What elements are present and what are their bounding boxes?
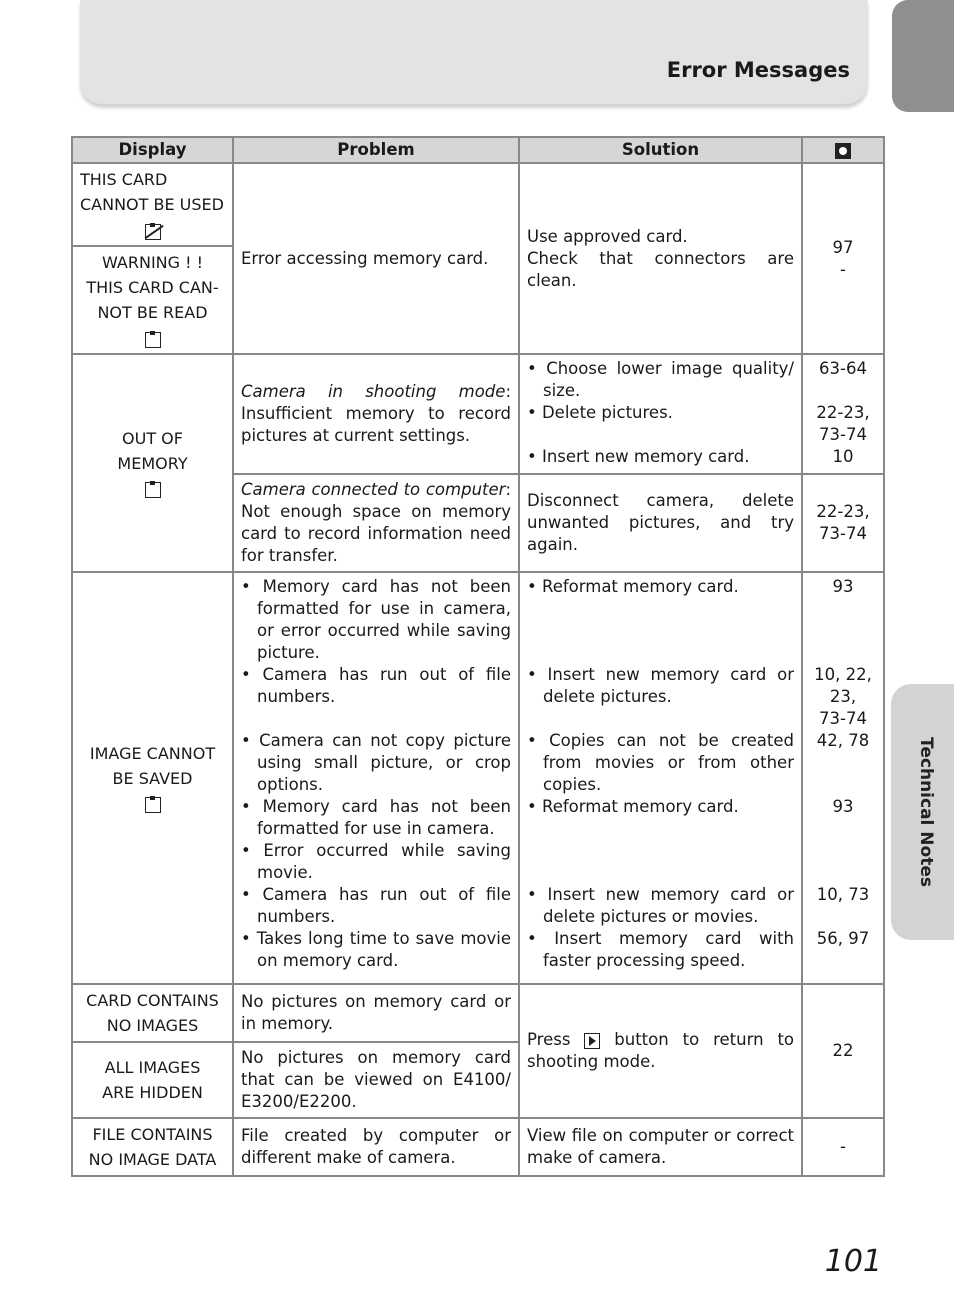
chapter-tab-technical-notes [891,684,954,940]
solution-cell [519,984,802,1118]
page-ref: 22-23, [816,502,870,521]
solution-item: • Reformat memory card. [527,577,739,596]
table-row [72,163,884,246]
display-cell [72,1042,233,1118]
solution-cell [519,1118,802,1176]
solution-text: Press [527,1030,571,1049]
header-display: Display [72,137,233,163]
card-icon [145,797,161,813]
page-ref: 22 [832,1041,854,1060]
problem-lead: Camera in shooting mode [241,382,506,401]
problem-text: File created by computer or different make of camera. [241,1126,511,1167]
page-ref: - [840,1137,846,1156]
display-text: NO IMAGE DATA [88,1150,217,1169]
display-text: CANNOT BE USED [80,195,224,214]
page-ref: - [840,259,846,279]
problem-item: • Takes long time to save movie on memory card. [241,929,511,970]
table-row [72,1118,884,1176]
problem-cell [233,1042,519,1118]
page-ref-cell [802,572,884,984]
display-text: BE SAVED [112,768,193,788]
page-ref: 22-23, [816,403,870,422]
problem-cell [233,984,519,1042]
solution-text: Disconnect camera, delete unwanted pictures, and try again. [527,491,794,554]
display-text: THIS CARD [80,170,168,189]
page-ref: 73-74 [819,524,867,543]
page-ref: 63-64 [819,359,867,378]
table-row [72,572,884,984]
chapter-tab-label: Technical Notes [916,737,936,887]
solution-item: • Delete pictures. [527,403,673,422]
display-text: NOT BE READ [97,303,208,322]
solution-text: Use approved card. [527,226,688,246]
problem-item: • Camera has run out of file numbers. [241,885,511,926]
solution-item: • Insert new memory card or delete pictures. [527,665,794,706]
problem-cell [233,163,519,354]
problem-text: No pictures on memory card or in memory. [241,992,511,1033]
display-text: ARE HIDDEN [102,1083,203,1102]
header-band [80,0,868,104]
problem-cell [233,572,519,984]
problem-cell [233,1118,519,1176]
display-text: MEMORY [117,453,188,473]
solution-cell [519,163,802,354]
page-ref-cell [802,163,884,354]
display-cell [72,572,233,984]
card-slash-icon [145,224,161,240]
chapter-tab-top [892,0,954,112]
card-icon [145,332,161,348]
page-ref-cell [802,984,884,1118]
problem-cell [233,474,519,572]
table-row [72,354,884,474]
problem-text: Error accessing memory card. [241,248,489,268]
page-ref: 93 [832,797,854,816]
problem-lead: Camera connected to computer [241,480,506,499]
page-ref: 42, 78 [816,731,870,750]
display-cell [72,246,233,354]
problem-item: • Memory card has not been formatted for use in camera, or error occurred while saving picture. [241,577,511,662]
page-reference-icon [835,143,851,159]
page-ref: 73-74 [819,425,867,444]
solution-item: • Insert memory card with faster processing speed. [527,929,794,970]
solution-item: • Copies can not be created from movies or from other copies. [527,731,794,794]
page-ref-cell [802,474,884,572]
display-text: WARNING ! ! [101,253,204,272]
header-page-ref [802,137,884,163]
header-solution: Solution [519,137,802,163]
display-text: ALL IMAGES [104,1058,201,1077]
display-cell [72,984,233,1042]
solution-item: • Reformat memory card. [527,797,739,816]
solution-item: • Choose lower image quality/ size. [527,359,794,400]
problem-text: : Not enough space on memory card to record information need for transfer. [241,480,511,565]
page-ref: 56, 97 [816,929,870,948]
display-text: FILE CONTAINS [92,1125,213,1144]
table-row [72,984,884,1042]
display-cell [72,354,233,572]
problem-item: • Camera has run out of file numbers. [241,665,511,706]
solution-cell [519,354,802,474]
solution-cell [519,474,802,572]
problem-item: • Camera can not copy picture using small picture, or crop options. [241,731,511,794]
page-ref: 97 [832,237,854,257]
problem-item: • Error occurred while saving movie. [241,841,511,882]
page-number: 101 [824,1244,882,1279]
page-ref-cell [802,354,884,474]
header-problem: Problem [233,137,519,163]
page-ref: 23, [829,687,857,706]
solution-text: button to return to shooting mode. [527,1030,795,1071]
card-icon [145,482,161,498]
solution-item: • Insert new memory card or delete pictures or movies. [527,885,794,926]
solution-cell [519,572,802,984]
display-text: IMAGE CANNOT [89,743,216,763]
solution-item: • Insert new memory card. [527,447,750,466]
page-ref: 10 [832,447,854,466]
display-cell [72,163,233,246]
section-title: Error Messages [666,58,850,82]
solution-text: Check that connectors are clean. [527,248,794,290]
problem-text: : Insufficient memory to record pictures at current settings. [241,382,511,445]
display-text: NO IMAGES [106,1016,199,1035]
play-button-icon [584,1033,600,1049]
display-text: THIS CARD CAN- [86,278,219,297]
page-ref: 10, 22, [814,665,872,684]
page-ref: 73-74 [819,709,867,728]
problem-text: No pictures on memory card that can be viewed on E4100/ E3200/E2200. [241,1048,511,1111]
page-ref: 93 [832,577,854,596]
display-text: CARD CONTAINS [86,991,219,1010]
page-ref: 10, 73 [816,885,870,904]
display-text: OUT OF [122,428,183,448]
problem-cell [233,354,519,474]
solution-text: View file on computer or correct make of camera. [527,1126,794,1167]
error-messages-table [71,136,885,1177]
table-header-row [72,137,884,163]
problem-item: • Memory card has not been formatted for use in camera. [241,797,511,838]
page-ref-cell [802,1118,884,1176]
display-cell [72,1118,233,1176]
